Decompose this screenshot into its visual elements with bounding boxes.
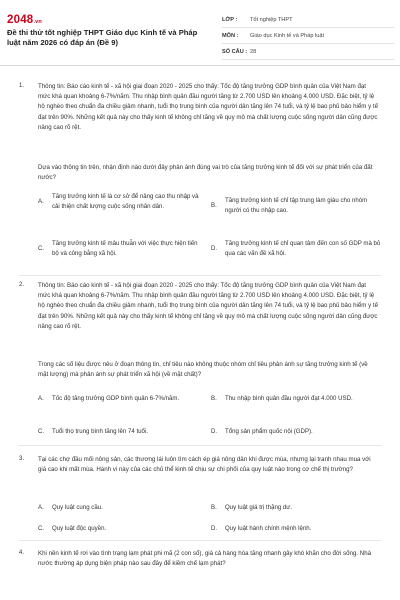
question-divider bbox=[19, 540, 381, 541]
option-text: Quy luật hành chính mệnh lệnh. bbox=[225, 525, 312, 532]
option-letter: D. bbox=[211, 245, 218, 252]
option-letter: A. bbox=[38, 198, 44, 205]
info-value: 28 bbox=[250, 48, 257, 55]
page-header bbox=[0, 0, 400, 66]
option-letter: C. bbox=[38, 525, 45, 532]
option-text: Tăng trưởng kinh tế mâu thuẫn với việc thực hiện tiến bộ và công bằng xã hội. bbox=[52, 240, 198, 257]
info-row-subject bbox=[222, 28, 394, 44]
question-text: Thông tin: Báo cáo kinh tế - xã hội giai đoạn 2020 - 2025 cho thấy: Tốc độ tăng trưởng GDP bình quân của Việt Nam đạt mức khá quan khoảng 6-7%/năm. Thu nhập bình quân đầu người tăng từ 2.700 USD lên khoảng 4.000 USD. Đặc biệt, tỷ lệ hộ nghèo theo chuẩn đa chiều giảm nhanh, tuổi thọ trung bình của người dân tăng lên 74 tuổi, và tỷ lệ bao phủ bảo hiểm y tế đạt trên 90%. Những kết quả này cho thấy kinh tế không chỉ tăng về quy mô mà chất lượng cuộc sống người dân cũng được nâng cao rõ rệt. bbox=[38, 83, 378, 131]
option-c[interactable] bbox=[38, 524, 206, 534]
option-text: Thu nhập bình quân đầu người đạt 4.000 USD. bbox=[225, 395, 353, 402]
option-text: Tăng trưởng kinh tế chỉ quan tâm đến con số GDP mà bỏ qua các vấn đề xã hội. bbox=[225, 240, 381, 257]
option-text: Quy luật độc quyền. bbox=[52, 525, 107, 532]
option-letter: D. bbox=[211, 525, 218, 532]
info-label: LỚP : bbox=[222, 16, 238, 23]
question-text: Khi nền kinh tế rơi vào tình trạng lạm phát phi mã (2 con số), giá cả hàng hóa tăng nhanh gây khó khăn cho đời sống. Nhà nước thường áp dụng biện pháp nào sau đây để kiềm chế lạm phát? bbox=[38, 550, 372, 568]
option-letter: B. bbox=[211, 504, 217, 511]
question-number: 1. bbox=[19, 83, 25, 89]
option-text: Quy luật cung cầu. bbox=[52, 504, 103, 511]
question-number: 4. bbox=[19, 550, 25, 556]
site-logo[interactable] bbox=[7, 14, 42, 26]
option-letter: A. bbox=[38, 395, 44, 402]
option-a[interactable] bbox=[38, 394, 206, 404]
option-c[interactable] bbox=[38, 427, 206, 437]
question-text: Tại các chợ đầu mối nông sản, các thương lái luôn tìm cách ép giá nông dân khi được mùa, nhưng lại tranh nhau mua với giá cao khi mất mùa. Hành vi này của các chủ thể kinh tế chịu sự chi phối của quy luật nào trong cơ chế thị trường? bbox=[38, 456, 371, 474]
document-title: Đề thi thử tốt nghiệp THPT Giáo dục Kinh tế và Pháp luật năm 2026 có đáp án (Đề 9) bbox=[7, 28, 198, 47]
option-a[interactable] bbox=[38, 503, 206, 513]
option-d[interactable] bbox=[211, 427, 383, 437]
option-text: Tuổi thọ trung bình tăng lên 74 tuổi. bbox=[52, 428, 148, 435]
question-number: 2. bbox=[19, 282, 25, 288]
option-b[interactable] bbox=[211, 503, 383, 513]
option-b[interactable] bbox=[211, 196, 383, 216]
info-value: Giáo dục Kinh tế và Pháp luật bbox=[250, 32, 325, 39]
question-prompt: Dựa vào thông tin trên, nhận định nào dưới đây phản ánh đúng vai trò của tăng trưởng kinh tế đối với sự phát triển của đất nước? bbox=[38, 164, 373, 182]
option-letter: B. bbox=[211, 395, 217, 402]
logo-text: 2048 bbox=[7, 14, 34, 26]
question-prompt: Trong các số liệu được nêu ở đoạn thông tin, chỉ tiêu nào không thuộc nhóm chỉ tiêu phản ánh sự tăng trưởng kinh tế (về mặt lượng) mà phản ánh sự phát triển xã hội (về mặt chất)? bbox=[38, 361, 368, 379]
info-label: MÔN : bbox=[222, 32, 239, 39]
option-text: Quy luật giá trị thặng dư. bbox=[225, 504, 293, 511]
question-number: 3. bbox=[19, 456, 25, 462]
info-row-count bbox=[222, 44, 394, 60]
info-row-class bbox=[222, 12, 394, 28]
option-letter: B. bbox=[211, 202, 217, 209]
option-letter: D. bbox=[211, 428, 218, 435]
option-letter: C. bbox=[38, 428, 45, 435]
logo-suffix: .vn bbox=[33, 19, 42, 25]
option-text: Tổng sản phẩm quốc nội (GDP). bbox=[225, 428, 313, 435]
question-text: Thông tin: Báo cáo kinh tế - xã hội giai đoạn 2020 - 2025 cho thấy: Tốc độ tăng trưởng GDP bình quân của Việt Nam đạt mức khá quan khoảng 6-7%/năm. Thu nhập bình quân đầu người tăng từ 2.700 USD lên khoảng 4.000 USD. Đặc biệt, tỷ lệ hộ nghèo theo chuẩn đa chiều giảm nhanh, tuổi thọ trung bình của người dân tăng lên 74 tuổi, và tỷ lệ bao phủ bảo hiểm y tế đạt trên 90%. Những kết quả này cho thấy kinh tế không chỉ tăng về quy mô mà chất lượng cuộc sống người dân cũng được nâng cao rõ rệt. bbox=[38, 282, 378, 330]
option-d[interactable] bbox=[211, 239, 383, 259]
option-b[interactable] bbox=[211, 394, 383, 404]
option-a[interactable] bbox=[38, 192, 206, 212]
exam-info-table bbox=[222, 12, 394, 60]
option-letter: A. bbox=[38, 504, 44, 511]
option-c[interactable] bbox=[38, 239, 206, 259]
info-value: Tốt nghiệp THPT bbox=[250, 16, 293, 23]
option-text: Tăng trưởng kinh tế là cơ sở để nâng cao thu nhập và cải thiện chất lượng cuộc sống nhân dân. bbox=[52, 193, 199, 210]
option-letter: C. bbox=[38, 245, 45, 252]
option-d[interactable] bbox=[211, 524, 383, 534]
option-text: Tăng trưởng kinh tế chỉ tập trung làm giàu cho nhóm người có thu nhập cao. bbox=[225, 197, 368, 214]
question-divider bbox=[19, 445, 381, 446]
info-label: SỐ CÂU : bbox=[222, 48, 248, 55]
question-divider bbox=[19, 275, 381, 276]
option-text: Tốc độ tăng trưởng GDP bình quân 6-7%/năm. bbox=[52, 395, 180, 402]
